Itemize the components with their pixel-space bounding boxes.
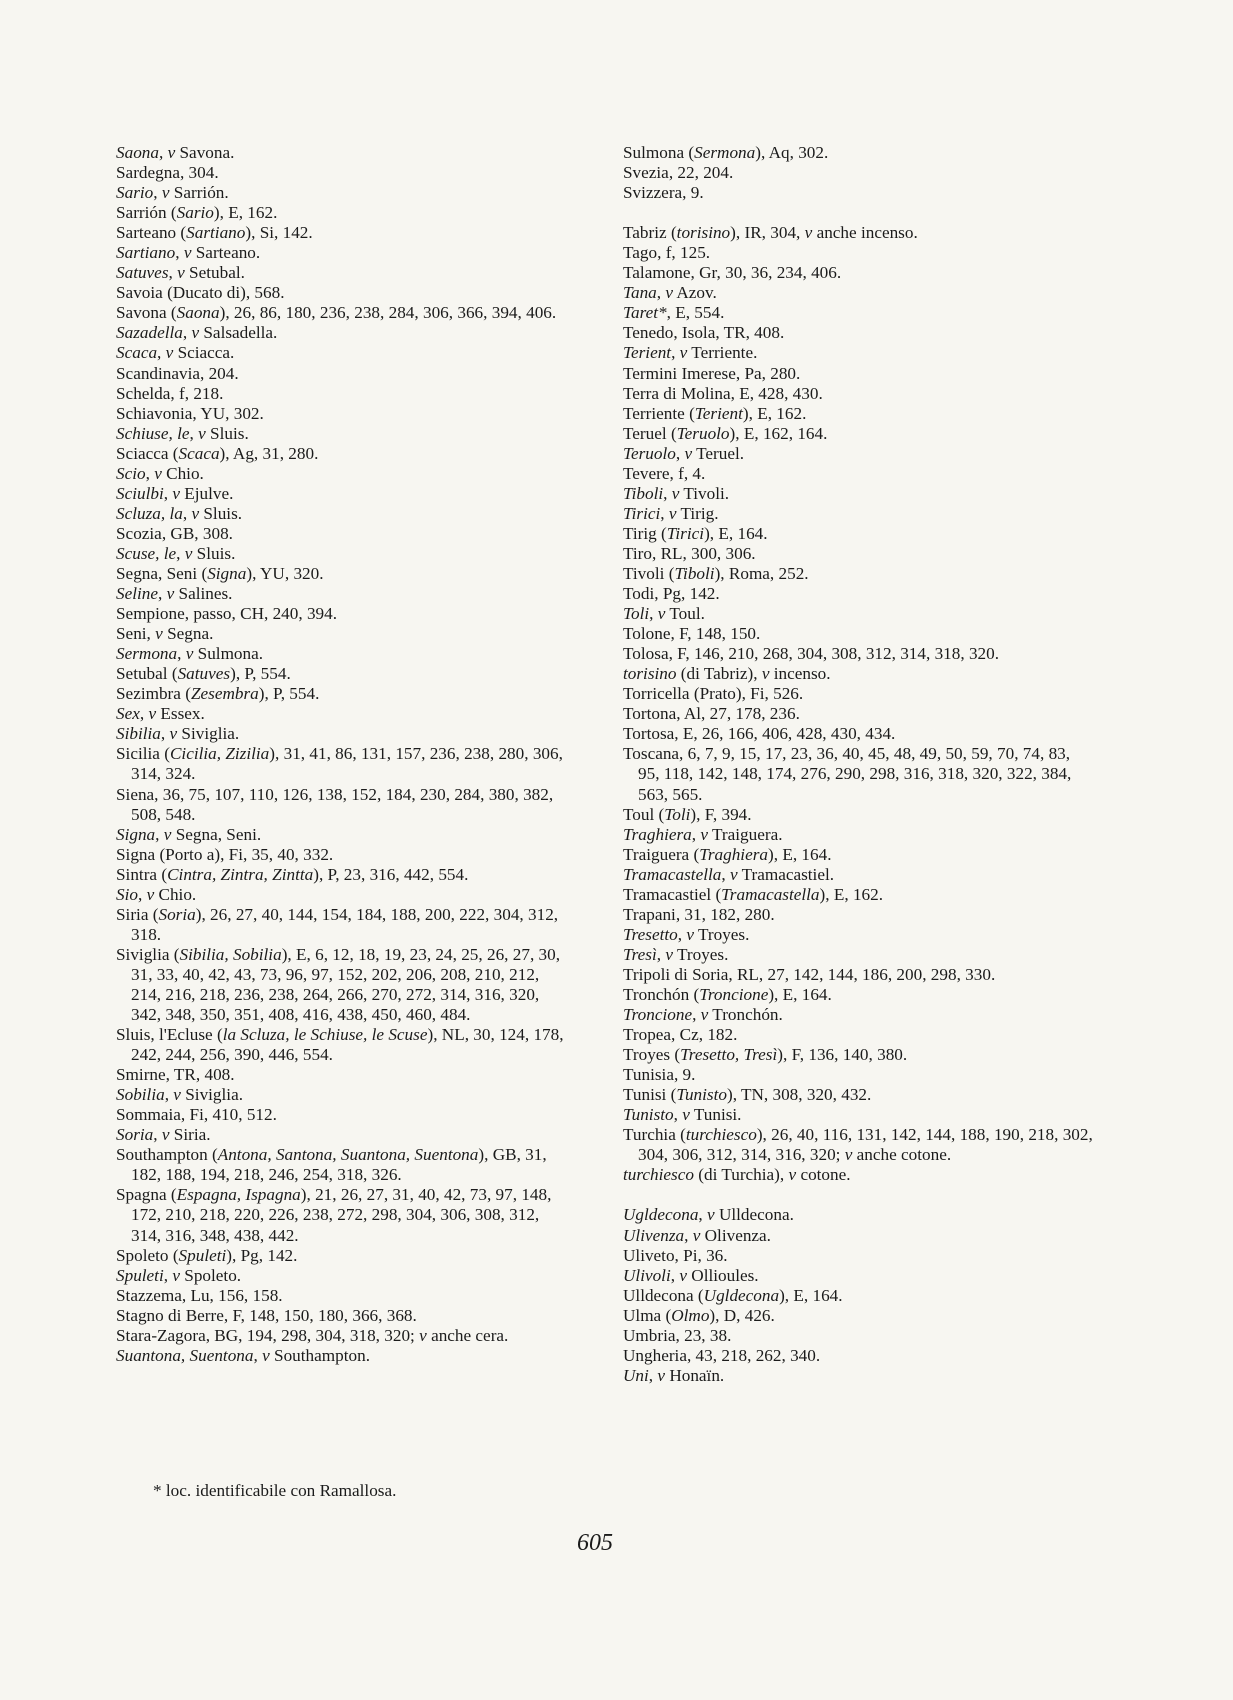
index-entry: Todi, Pg, 142.: [623, 584, 720, 604]
index-entry: Seline, v Salines.: [116, 584, 233, 604]
index-entry: Umbria, 23, 38.: [623, 1325, 732, 1345]
index-entry: Signa (Porto a), Fi, 35, 40, 332.: [116, 844, 334, 864]
index-entry: Traiguera (Traghiera), E, 164.: [623, 844, 832, 864]
index-entry: Spoleto (Spuleti), Pg, 142.: [116, 1245, 298, 1265]
index-entry: Sintra (Cintra, Zintra, Zintta), P, 23, 316, 442, 554.: [116, 864, 469, 884]
index-entry: Tramacastella, v Tramacastiel.: [623, 864, 835, 884]
index-entry: Sartiano, v Sarteano.: [116, 243, 261, 263]
index-entry: Toli, v Toul.: [623, 604, 705, 624]
index-entry: Terra di Molina, E, 428, 430.: [623, 383, 823, 403]
index-entry: Torricella (Prato), Fi, 526.: [623, 684, 804, 704]
section-gap: [623, 1185, 1093, 1205]
index-entry: Sulmona (Sermona), Aq, 302.: [623, 143, 829, 162]
index-entry: turchiesco (di Turchia), v cotone.: [623, 1165, 851, 1185]
footnote: * loc. identificabile con Ramallosa.: [153, 1481, 397, 1500]
index-entry: Spagna (Espagna, Ispagna), 21, 26, 27, 31, 40, 42, 73, 97, 148, 172, 210, 218, 220, 226, 238, 272, 298, 304, 306, 308, 312, 314, 316, 348, 438, 442.: [116, 1185, 552, 1245]
index-entry: Suantona, Suentona, v Southampton.: [116, 1345, 370, 1365]
index-entry: Tenedo, Isola, TR, 408.: [623, 323, 785, 343]
index-entry: Tolone, F, 148, 150.: [623, 624, 761, 644]
index-entry: Tramacastiel (Tramacastella), E, 162.: [623, 884, 884, 904]
index-entry: Ulma (Olmo), D, 426.: [623, 1305, 775, 1325]
index-entry: Sardegna, 304.: [116, 163, 219, 183]
index-column-left: [116, 143, 571, 1366]
index-entry: Uliveto, Pi, 36.: [623, 1245, 728, 1265]
index-entry: Siria (Soria), 26, 27, 40, 144, 154, 184, 188, 200, 222, 304, 312, 318.: [116, 904, 559, 944]
index-entry: Tabriz (torisino), IR, 304, v anche incenso.: [623, 223, 918, 243]
index-entry: Sommaia, Fi, 410, 512.: [116, 1105, 277, 1125]
index-entry: Scio, v Chio.: [116, 463, 204, 483]
index-entry: Smirne, TR, 408.: [116, 1065, 235, 1085]
index-entry: Sibilia, v Siviglia.: [116, 724, 240, 744]
index-entry: Spuleti, v Spoleto.: [116, 1265, 242, 1285]
index-entry: Setubal (Satuves), P, 554.: [116, 664, 291, 684]
index-entry: Tortosa, E, 26, 166, 406, 428, 430, 434.: [623, 724, 896, 744]
index-entry: Tolosa, F, 146, 210, 268, 304, 308, 312, 314, 318, 320.: [623, 644, 1000, 664]
index-entry: Svezia, 22, 204.: [623, 163, 734, 183]
index-entry: Schiuse, le, v Sluis.: [116, 423, 249, 443]
index-entry: Sobilia, v Siviglia.: [116, 1085, 244, 1105]
index-entry: Tripoli di Soria, RL, 27, 142, 144, 186, 200, 298, 330.: [623, 964, 996, 984]
index-entry: Toscana, 6, 7, 9, 15, 17, 23, 36, 40, 45, 48, 49, 50, 59, 70, 74, 83, 95, 118, 142, 148, 174, 276, 290, 298, 316, 318, 320, 322, 384, 563, 565.: [623, 744, 1072, 804]
index-entry: Terient, v Terriente.: [623, 343, 758, 363]
index-entry: Teruolo, v Teruel.: [623, 443, 745, 463]
index-entry: Ulivenza, v Olivenza.: [623, 1225, 771, 1245]
index-entry: Tresì, v Troyes.: [623, 944, 729, 964]
index-entry: Tirig (Tirici), E, 164.: [623, 523, 768, 543]
index-entry: Terriente (Terient), E, 162.: [623, 403, 807, 423]
index-entry: Uni, v Honaïn.: [623, 1365, 725, 1385]
index-entry: Tortona, Al, 27, 178, 236.: [623, 704, 800, 724]
index-entry: Scuse, le, v Sluis.: [116, 543, 236, 563]
index-entry: Ungheria, 43, 218, 262, 340.: [623, 1345, 821, 1365]
index-entry: Savoia (Ducato di), 568.: [116, 283, 285, 303]
index-entry: Tropea, Cz, 182.: [623, 1025, 738, 1045]
index-entry: Troncione, v Tronchón.: [623, 1005, 783, 1025]
index-entry: Sario, v Sarrión.: [116, 183, 229, 203]
index-entry: Tiro, RL, 300, 306.: [623, 543, 756, 563]
index-entry: torisino (di Tabriz), v incenso.: [623, 664, 831, 684]
index-entry: Tevere, f, 4.: [623, 463, 706, 483]
index-entry: Sex, v Essex.: [116, 704, 205, 724]
index-entry: Sermona, v Sulmona.: [116, 644, 264, 664]
index-entry: Toul (Toli), F, 394.: [623, 804, 752, 824]
index-column-right: [623, 143, 1093, 1386]
index-entry: Sciulbi, v Ejulve.: [116, 483, 234, 503]
index-entry: Sezimbra (Zesembra), P, 554.: [116, 684, 320, 704]
index-entry: Teruel (Teruolo), E, 162, 164.: [623, 423, 828, 443]
index-entry: Sicilia (Cicilia, Zizilia), 31, 41, 86, 131, 157, 236, 238, 280, 306, 314, 324.: [116, 744, 563, 784]
index-entry: Tunisi (Tunisto), TN, 308, 320, 432.: [623, 1085, 872, 1105]
index-entry: Segna, Seni (Signa), YU, 320.: [116, 563, 324, 583]
index-entry: Turchia (turchiesco), 26, 40, 116, 131, 142, 144, 188, 190, 218, 302, 304, 306, 312, 314, 316, 320; v anche cotone.: [623, 1125, 1093, 1165]
index-entry: Soria, v Siria.: [116, 1125, 211, 1145]
index-entry: Tirici, v Tirig.: [623, 503, 719, 523]
index-entry: Tivoli (Tiboli), Roma, 252.: [623, 563, 809, 583]
index-entry: Seni, v Segna.: [116, 624, 214, 644]
index-entry: Southampton (Antona, Santona, Suantona, Suentona), GB, 31, 182, 188, 194, 218, 246, 254, 318, 326.: [116, 1145, 547, 1185]
index-entry: Schelda, f, 218.: [116, 383, 224, 403]
section-gap: [623, 203, 1093, 223]
index-entry: Ugldecona, v Ulldecona.: [623, 1205, 794, 1225]
index-entry: Sciacca (Scaca), Ag, 31, 280.: [116, 443, 319, 463]
index-entry: Talamone, Gr, 30, 36, 234, 406.: [623, 263, 842, 283]
index-entry: Saona, v Savona.: [116, 143, 235, 162]
index-entry: Sarrión (Sario), E, 162.: [116, 203, 278, 223]
index-entry: Sazadella, v Salsadella.: [116, 323, 278, 343]
index-entry: Sluis, l'Ecluse (la Scluza, le Schiuse, le Scuse), NL, 30, 124, 178, 242, 244, 256, 390, 446, 554.: [116, 1025, 564, 1065]
index-entry: Scozia, GB, 308.: [116, 523, 233, 543]
index-entry: Stagno di Berre, F, 148, 150, 180, 366, 368.: [116, 1305, 417, 1325]
index-entry: Stara-Zagora, BG, 194, 298, 304, 318, 320; v anche cera.: [116, 1325, 509, 1345]
index-entry: Tunisto, v Tunisi.: [623, 1105, 742, 1125]
index-entry: Siviglia (Sibilia, Sobilia), E, 6, 12, 18, 19, 23, 24, 25, 26, 27, 30, 31, 33, 40, 42, 43, 73, 96, 97, 152, 202, 206, 208, 210, 212, 214, 216, 218, 236, 238, 264, 266, 270, 272, 314, 316, 320, 342, 348, 350, 351, 408, 416, 438, 450, 460, 484.: [116, 944, 561, 1025]
index-entry: Svizzera, 9.: [623, 183, 704, 203]
index-entry: Signa, v Segna, Seni.: [116, 824, 262, 844]
index-entry: Sio, v Chio.: [116, 884, 197, 904]
index-entry: Trapani, 31, 182, 280.: [623, 904, 775, 924]
index-entry: Siena, 36, 75, 107, 110, 126, 138, 152, 184, 230, 284, 380, 382, 508, 548.: [116, 784, 554, 824]
index-entry: Tiboli, v Tivoli.: [623, 483, 730, 503]
index-entry: Tago, f, 125.: [623, 243, 711, 263]
index-entry: Scaca, v Sciacca.: [116, 343, 235, 363]
index-entry: Tunisia, 9.: [623, 1065, 696, 1085]
index-entry: Termini Imerese, Pa, 280.: [623, 363, 801, 383]
index-entry: Taret*, E, 554.: [623, 303, 725, 323]
index-entry: Traghiera, v Traiguera.: [623, 824, 783, 844]
index-entry: Scandinavia, 204.: [116, 363, 239, 383]
index-entry: Sempione, passo, CH, 240, 394.: [116, 604, 338, 624]
index-entry: Scluza, la, v Sluis.: [116, 503, 243, 523]
index-entry: Sarteano (Sartiano), Si, 142.: [116, 223, 313, 243]
index-entry: Savona (Saona), 26, 86, 180, 236, 238, 284, 306, 366, 394, 406.: [116, 303, 557, 323]
index-entry: Ulivoli, v Ollioules.: [623, 1265, 759, 1285]
page-number: 605: [577, 1530, 613, 1556]
index-entry: Satuves, v Setubal.: [116, 263, 245, 283]
index-entry: Stazzema, Lu, 156, 158.: [116, 1285, 283, 1305]
index-entry: Tronchón (Troncione), E, 164.: [623, 984, 832, 1004]
index-entry: Tana, v Azov.: [623, 283, 717, 303]
index-entry: Schiavonia, YU, 302.: [116, 403, 264, 423]
index-entry: Troyes (Tresetto, Tresì), F, 136, 140, 380.: [623, 1045, 908, 1065]
index-entry: Tresetto, v Troyes.: [623, 924, 750, 944]
index-entry: Ulldecona (Ugldecona), E, 164.: [623, 1285, 843, 1305]
